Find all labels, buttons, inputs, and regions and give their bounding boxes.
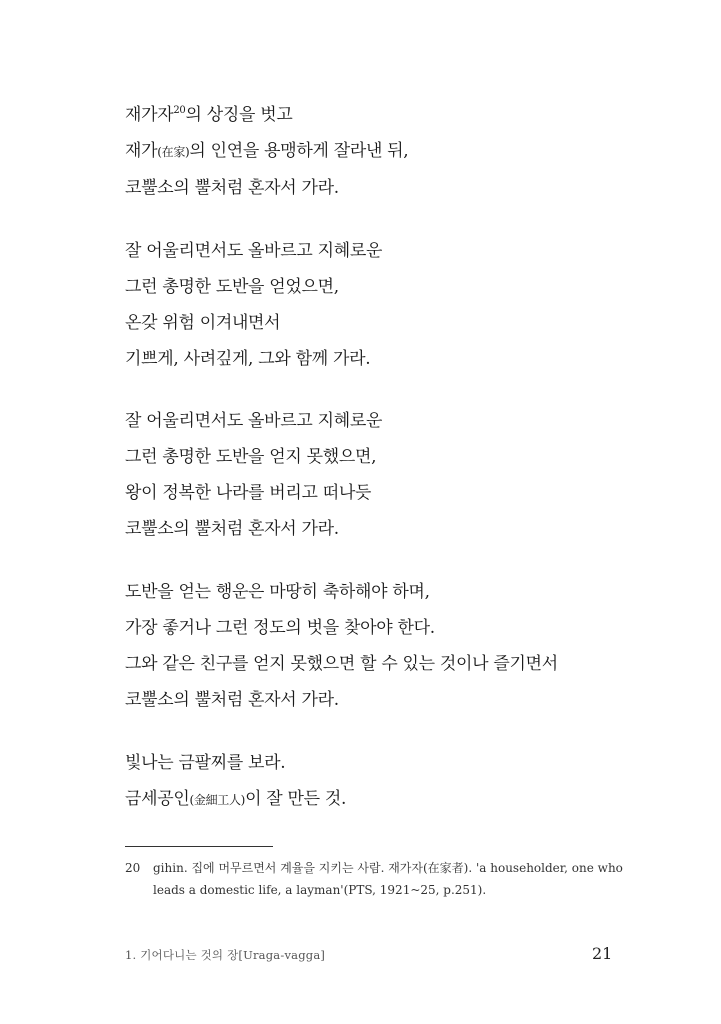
verse-line: 가장 좋거나 그런 정도의 벗을 찾아야 한다.: [125, 618, 435, 638]
verse-line: 그런 총명한 도반을 얻었으면,: [125, 277, 339, 297]
footnote-ref[interactable]: 20: [173, 105, 186, 116]
stanza: [125, 233, 645, 377]
verse-line: 잘 어울리면서도 올바르고 지혜로운: [125, 241, 383, 261]
stanza: [125, 403, 645, 547]
stanza: [125, 97, 645, 206]
hanja-gloss: (在家): [157, 145, 190, 159]
stanza: [125, 574, 645, 718]
verse-line: 코뿔소의 뿔처럼 혼자서 가라.: [125, 690, 339, 710]
verse-line: 도반을 얻는 행운은 마땅히 축하해야 하며,: [125, 582, 430, 602]
footnote-divider: [125, 846, 273, 847]
verse-line: 재가자$^{20}$의 상징을 벗고: [125, 105, 293, 125]
verse-line: 왕이 정복한 나라를 버리고 떠나듯: [125, 483, 372, 503]
verse-line: 코뿔소의 뿔처럼 혼자서 가라.: [125, 519, 339, 539]
verse-line: 그런 총명한 도반을 얻지 못했으면,: [125, 447, 377, 467]
page-number: 21: [592, 944, 613, 963]
verse-line: 재가(在家)의 인연을 용맹하게 잘라낸 뒤,: [125, 141, 409, 161]
verse-line: 그와 같은 친구를 얻지 못했으면 할 수 있는 것이나 즐기면서: [125, 654, 558, 674]
hanja-gloss: (金細工人): [189, 793, 246, 807]
verse-line: 기쁘게, 사려깊게, 그와 함께 가라.: [125, 349, 371, 369]
verse-line: 빛나는 금팔찌를 보라.: [125, 753, 286, 773]
verse-line: 금세공인(金細工人)이 잘 만든 것.: [125, 789, 347, 809]
footnote-text: gihin. 집에 머무르면서 계율을 지키는 사람. 재가자(在家者). 'a householder, one who: [153, 861, 623, 875]
footnote-text-continued: leads a domestic life, a layman'(PTS, 1921~25, p.251).: [153, 883, 487, 897]
verse-line: 코뿔소의 뿔처럼 혼자서 가라.: [125, 178, 339, 198]
verse-line: 잘 어울리면서도 올바르고 지혜로운: [125, 411, 383, 431]
verse-line: 온갖 위험 이겨내면서: [125, 313, 281, 333]
footnote-number: 20: [125, 861, 141, 875]
running-footer: 1. 기어다니는 것의 장[Uraga-vagga]: [125, 948, 326, 962]
stanza: [125, 745, 645, 818]
